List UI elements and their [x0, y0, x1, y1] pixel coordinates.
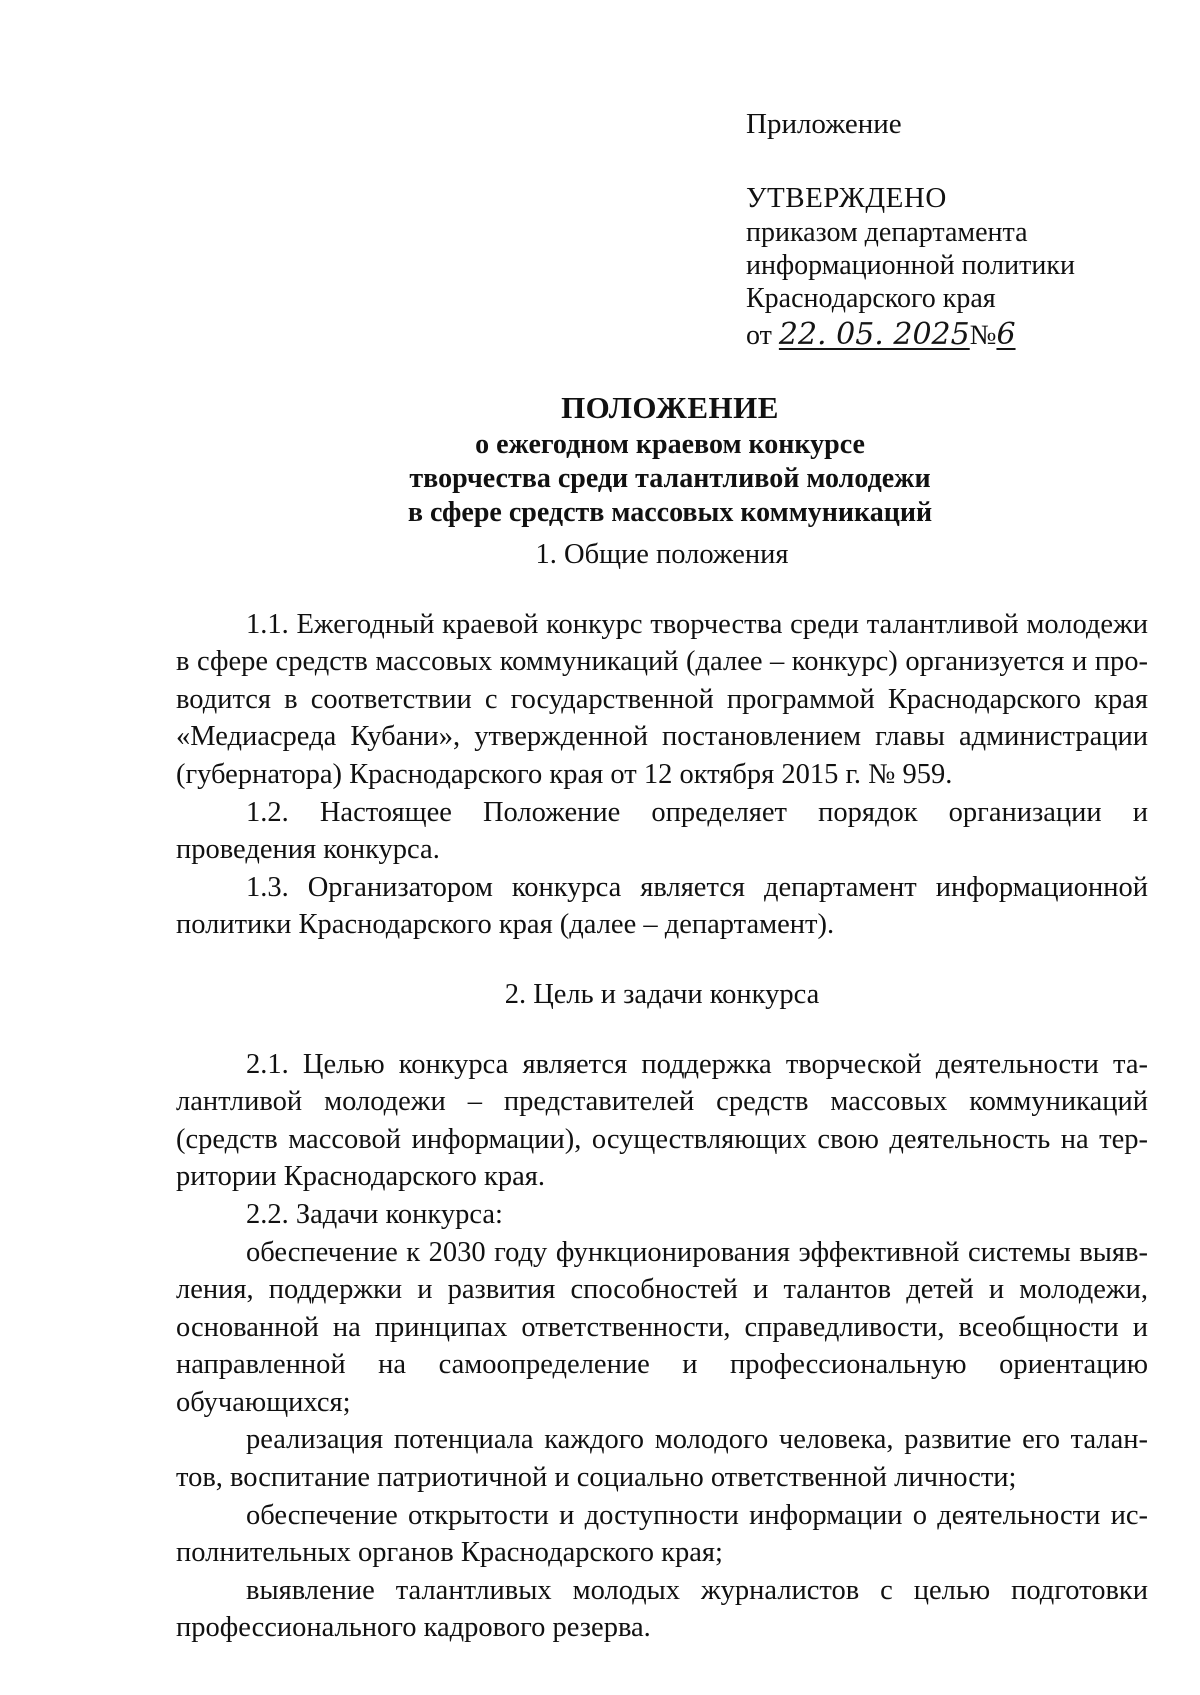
section-heading: 2. Цель и задачи конкурса — [504, 978, 820, 1010]
paragraph: выявление талантливых молодых журналистов с целью подготовки профессионального кадрового резерва. — [176, 1574, 1148, 1644]
approval-line: Краснодарского края — [746, 283, 996, 314]
paragraph: обеспечение к 2030 году функционирования эффективной системы выявления, поддержки и развития способностей и талантов детей и молодежи, основанной на принципах ответственности, справедливости, всеобщности и направленной на самоопределение и профессиональную ориентацию обучающихся; — [176, 1236, 1148, 1418]
section-heading: 1. Общие положения — [535, 539, 789, 570]
title-line: творчества среди талантливой молодежи — [409, 463, 931, 494]
paragraph: реализация потенциала каждого молодого человека, развитие его талантов, воспитание патриотичной и социально ответственной личности; — [176, 1424, 1148, 1494]
document-body — [176, 536, 1148, 1647]
approval-line: приказом департамента — [746, 217, 1028, 248]
number-label: № — [969, 320, 997, 351]
paragraph: обеспечение открытости и доступности информации о деятельности исполнительных органов Краснодарского края; — [176, 1499, 1148, 1569]
title-line: в сфере средств массовых коммуникаций — [407, 497, 933, 528]
title-main: ПОЛОЖЕНИЕ — [561, 390, 779, 425]
approved-label: УТВЕРЖДЕНО — [746, 182, 947, 214]
approval-block — [746, 106, 1146, 356]
paragraph: 2.2. Задачи конкурса: — [246, 1198, 503, 1230]
approval-line: информационной политики — [746, 250, 1075, 281]
handwritten-date: 22. 05. 2025 — [778, 317, 970, 352]
handwritten-number: 6 — [996, 317, 1016, 352]
order-date-line — [746, 315, 1146, 356]
date-prefix: от — [746, 320, 772, 351]
paragraph: 2.1. Целью конкурса является поддержка творческой деятельности талантливой молодежи – представителей средств массовых коммуникаций (средств массовой информации), осуществляющих свою деятельность на территории Краснодарского края. — [176, 1048, 1148, 1193]
appendix-label: Приложение — [746, 108, 902, 140]
paragraph: 1.3. Организатором конкурса является департамент информационной политики Краснодарского края (далее – департамент). — [176, 871, 1148, 941]
paragraph: 1.2. Настоящее Положение определяет порядок организации и проведения конкурса. — [176, 796, 1148, 866]
paragraph: 1.1. Ежегодный краевой конкурс творчества среди талантливой молодежи в сфере средств массовых коммуникаций (далее – конкурс) организуется и проводится в соответствии с государственной программой Краснодарского края «Медиасреда Кубани», утвержденной постановлением главы администрации (губернатора) Краснодарского края от 12 октября 2015 г. № 959. — [176, 608, 1148, 790]
title-line: о ежегодном краевом конкурсе — [475, 429, 865, 460]
document-title — [170, 388, 1170, 530]
